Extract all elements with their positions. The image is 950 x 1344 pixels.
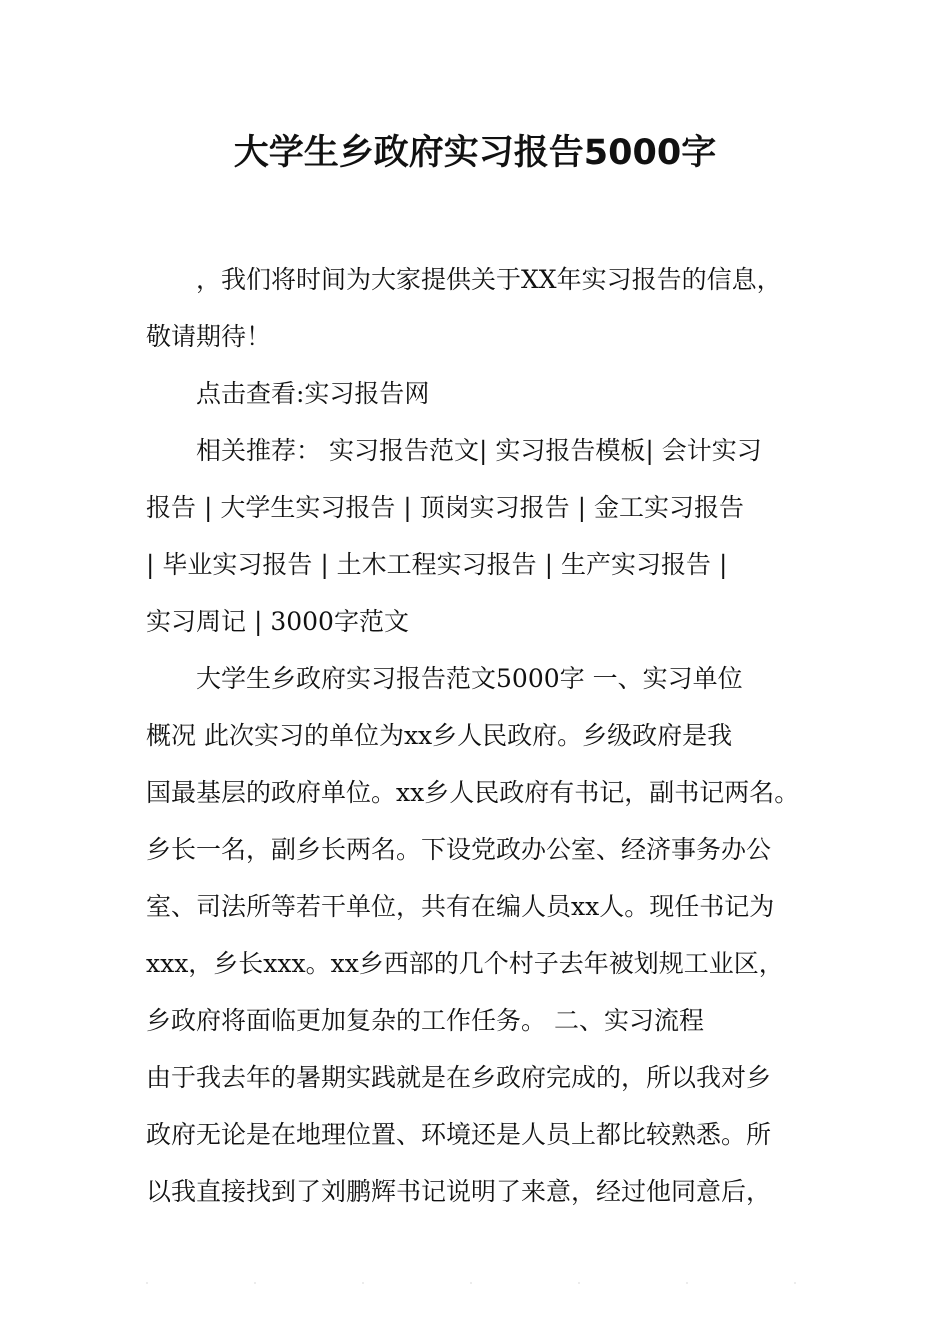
faint-dot: [686, 1282, 688, 1284]
faint-dot: [578, 1282, 580, 1284]
body-line: 乡长一名，副乡长两名。下设党政办公室、经济事务办公: [146, 835, 772, 864]
faint-dot: [470, 1282, 472, 1284]
body-line: 国最基层的政府单位。xx乡人民政府有书记，副书记两名。: [146, 778, 800, 807]
body-line: 概况 此次实习的单位为xx乡人民政府。乡级政府是我: [146, 721, 733, 750]
body-line: 政府无论是在地理位置、环境还是人员上都比较熟悉。所: [146, 1120, 772, 1149]
body-line: 实习周记 | 3000字范文: [146, 607, 409, 636]
body-line: ，我们将时间为大家提供关于XX年实习报告的信息，: [196, 265, 782, 294]
body-line: 相关推荐： 实习报告范文| 实习报告模板| 会计实习: [196, 436, 762, 465]
body-line: 乡政府将面临更加复杂的工作任务。 二、实习流程: [146, 1006, 704, 1035]
faint-dot: [146, 1282, 148, 1284]
body-line: 大学生乡政府实习报告范文5000字 一、实习单位: [196, 664, 743, 693]
body-line: 室、司法所等若干单位，共有在编人员xx人。现任书记为: [146, 892, 775, 921]
body-line: 以我直接找到了刘鹏辉书记说明了来意，经过他同意后，: [146, 1177, 772, 1206]
body-line: 点击查看:实习报告网: [196, 379, 430, 408]
faint-dot-row: [146, 1270, 806, 1300]
body-line: 报告 | 大学生实习报告 | 顶岗实习报告 | 金工实习报告: [146, 493, 744, 522]
body-line: 由于我去年的暑期实践就是在乡政府完成的，所以我对乡: [146, 1063, 772, 1092]
document-title: 大学生乡政府实习报告5000字: [233, 133, 717, 173]
body-line: xxx，乡长xxx。xx乡西部的几个村子去年被划规工业区，: [146, 949, 784, 978]
body-line: 敬请期待！: [146, 322, 272, 351]
faint-dot: [362, 1282, 364, 1284]
faint-dot: [794, 1282, 796, 1284]
body-line: | 毕业实习报告 | 土木工程实习报告 | 生产实习报告 |: [146, 550, 728, 579]
faint-dot: [254, 1282, 256, 1284]
